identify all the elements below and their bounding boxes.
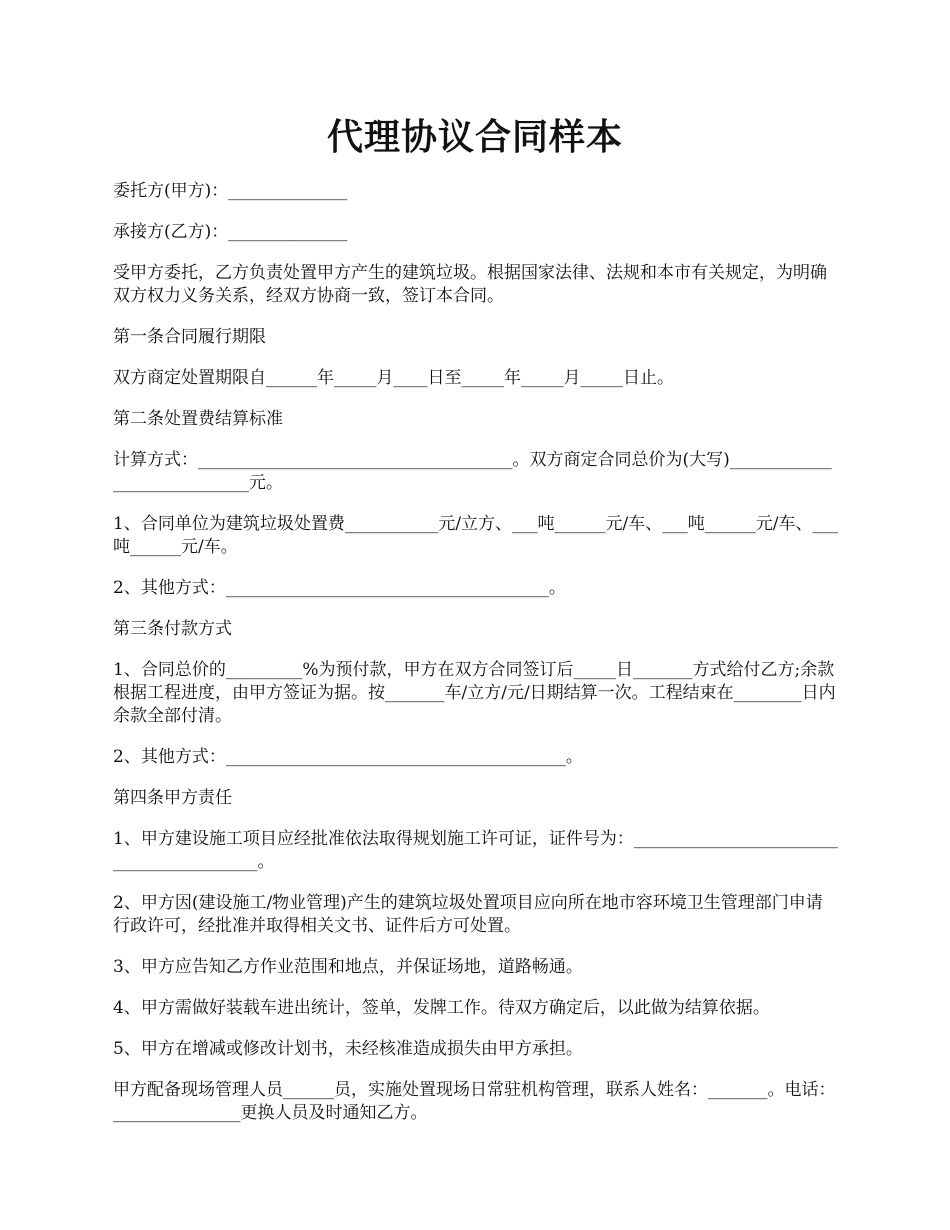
article-1-term: 双方商定处置期限自______年_____月____日至_____年_____月_____日止。 [113,368,674,388]
other-method-clause: 2、其他方式：______________________________________。 [113,578,566,598]
responsibility-2: 2、甲方因(建设施工/物业管理)产生的建筑垃圾处置项目应向所在地市容环境卫生管理部门申请行政许可，经批准并取得相关文书、证件后方可处置。 [113,893,823,936]
responsibility-3: 3、甲方应告知乙方作业范围和地点，并保证场地，道路畅通。 [113,957,583,977]
article-2-heading: 第二条处置费结算标准 [113,409,283,429]
intro-paragraph: 受甲方委托，乙方负责处置甲方产生的建筑垃圾。根据国家法律、法规和本市有关规定，为明确双方权力义务关系，经双方协商一致，签订本合同。 [113,263,827,306]
unit-price-clause: 1、合同单位为建筑垃圾处置费___________元/立方、___吨______元/车、___吨______元/车、___吨______元/车。 [113,514,838,557]
party-b-line: 承接方(乙方)：______________ [113,222,348,242]
site-manager-clause: 甲方配备现场管理人员______员，实施处置现场日常驻机构管理，联系人姓名：_______。电话：_______________更换人员及时通知乙方。 [113,1080,836,1123]
document-body [113,180,839,1143]
article-3-heading: 第三条付款方式 [113,619,232,639]
document-title: 代理协议合同样本 [326,116,623,158]
other-payment-clause: 2、其他方式：________________________________________。 [113,747,583,767]
article-4-heading: 第四条甲方责任 [113,788,232,808]
article-1-heading: 第一条合同履行期限 [113,327,266,347]
responsibility-4: 4、甲方需做好装载车进出统计，签单，发牌工作。待双方确定后，以此做为结算依据。 [113,998,770,1018]
calculation-method: 计算方式：_____________________________________。双方商定合同总价为(大写)____________________________元。 [113,450,832,493]
responsibility-1: 1、甲方建设施工项目应经批准依法取得规划施工许可证，证件号为：_________________________________________。 [113,829,838,872]
prepayment-clause: 1、合同总价的_________%为预付款，甲方在双方合同签订后_____日_______方式给付乙方;余款根据工程进度，由甲方签证为据。按_______车/立方/元/日期结算一次。工程结束在________日内余款全部付清。 [113,660,836,726]
responsibility-5: 5、甲方在增减或修改计划书，未经核准造成损失由甲方承担。 [113,1039,583,1059]
party-a-line: 委托方(甲方)：______________ [113,181,348,201]
